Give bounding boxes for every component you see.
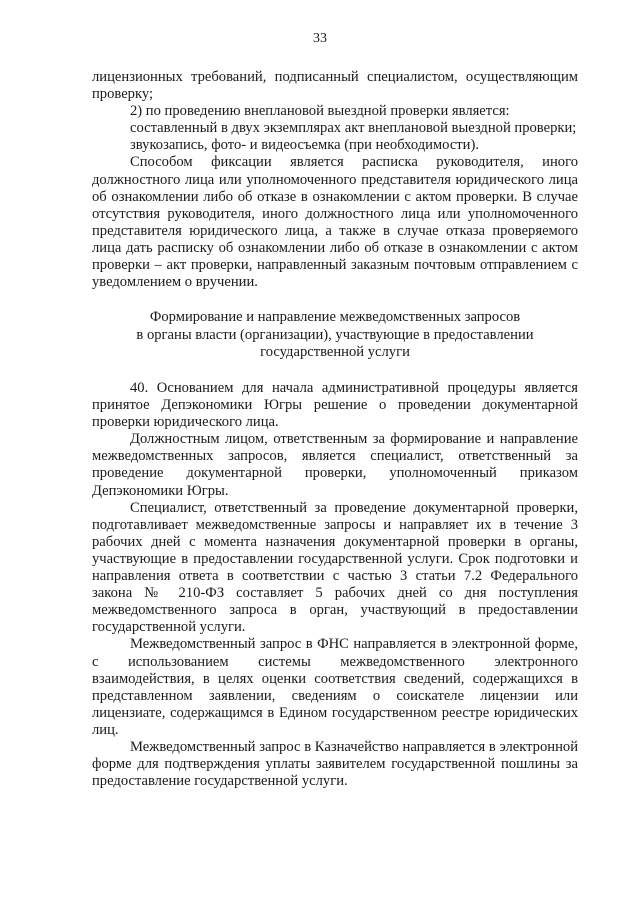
section-heading-line: Формирование и направление межведомственных запросов <box>149 309 521 326</box>
section-heading <box>92 309 578 362</box>
page-number: 33 <box>313 31 327 46</box>
section-heading-line: государственной услуги <box>260 344 410 361</box>
paragraph: Специалист, ответственный за проведение документарной проверки, подготавливает межведомственные запросы и направляет их в течение 3 рабочих дней с момента назначения документарной проверки в органы, участвующие в предоставлении государственной услуги. Срок подготовки и направления ответа в соответствии с частью 3 статьи 7.2 Федерального закона № 210-ФЗ составляет 5 рабочих дней со дня поступления межведомственного запроса в орган, участвующий в предоставлении государственной услуги. <box>92 499 578 636</box>
paragraph: составленный в двух экземплярах акт внеплановой выездной проверки; <box>130 120 577 137</box>
paragraph: 40. Основанием для начала административной процедуры является принятое Депэкономики Югры решение о проведении документарной проверки юридического лица. <box>92 380 578 431</box>
section-heading-line: в органы власти (организации), участвующие в предоставлении <box>136 326 534 343</box>
paragraph: звукозапись, фото- и видеосъемка (при необходимости). <box>130 137 480 154</box>
paragraph: Должностным лицом, ответственным за формирование и направление межведомственных запросов, является специалист, ответственный за проведение документарной проверки, уполномоченный приказом Депэкономики Югры. <box>92 431 578 499</box>
paragraph: Межведомственный запрос в Казначейство направляется в электронной форме для подтверждения уплаты заявителем государственной пошлины за предоставление государственной услуги. <box>92 738 578 790</box>
paragraph: лицензионных требований, подписанный специалистом, осуществляющим проверку; <box>92 69 578 103</box>
paragraph: Способом фиксации является расписка руководителя, иного должностного лица или уполномоченного представителя юридического лица об ознакомлении либо об отказе в ознакомлении с актом проверки. В случае отсутствия руководителя, иного должностного лица или уполномоченного представителя юридического лица, а также в случае отказа проверяемого лица дать расписку об ознакомлении либо об отказе в ознакомлении с актом проверки – акт проверки, направленный заказным почтовым отправлением с уведомлением о вручении. <box>92 154 578 291</box>
paragraph: 2) по проведению внеплановой выездной проверки является: <box>130 103 510 120</box>
document-body <box>92 69 578 790</box>
paragraph: Межведомственный запрос в ФНС направляется в электронной форме, с использованием системы межведомственного электронного взаимодействия, в целях оценки соответствия сведений, содержащихся в представленном заявлении, сведениям о соискателе лицензии или лицензиате, содержащимся в Едином государственном реестре юридических лиц. <box>92 636 578 738</box>
